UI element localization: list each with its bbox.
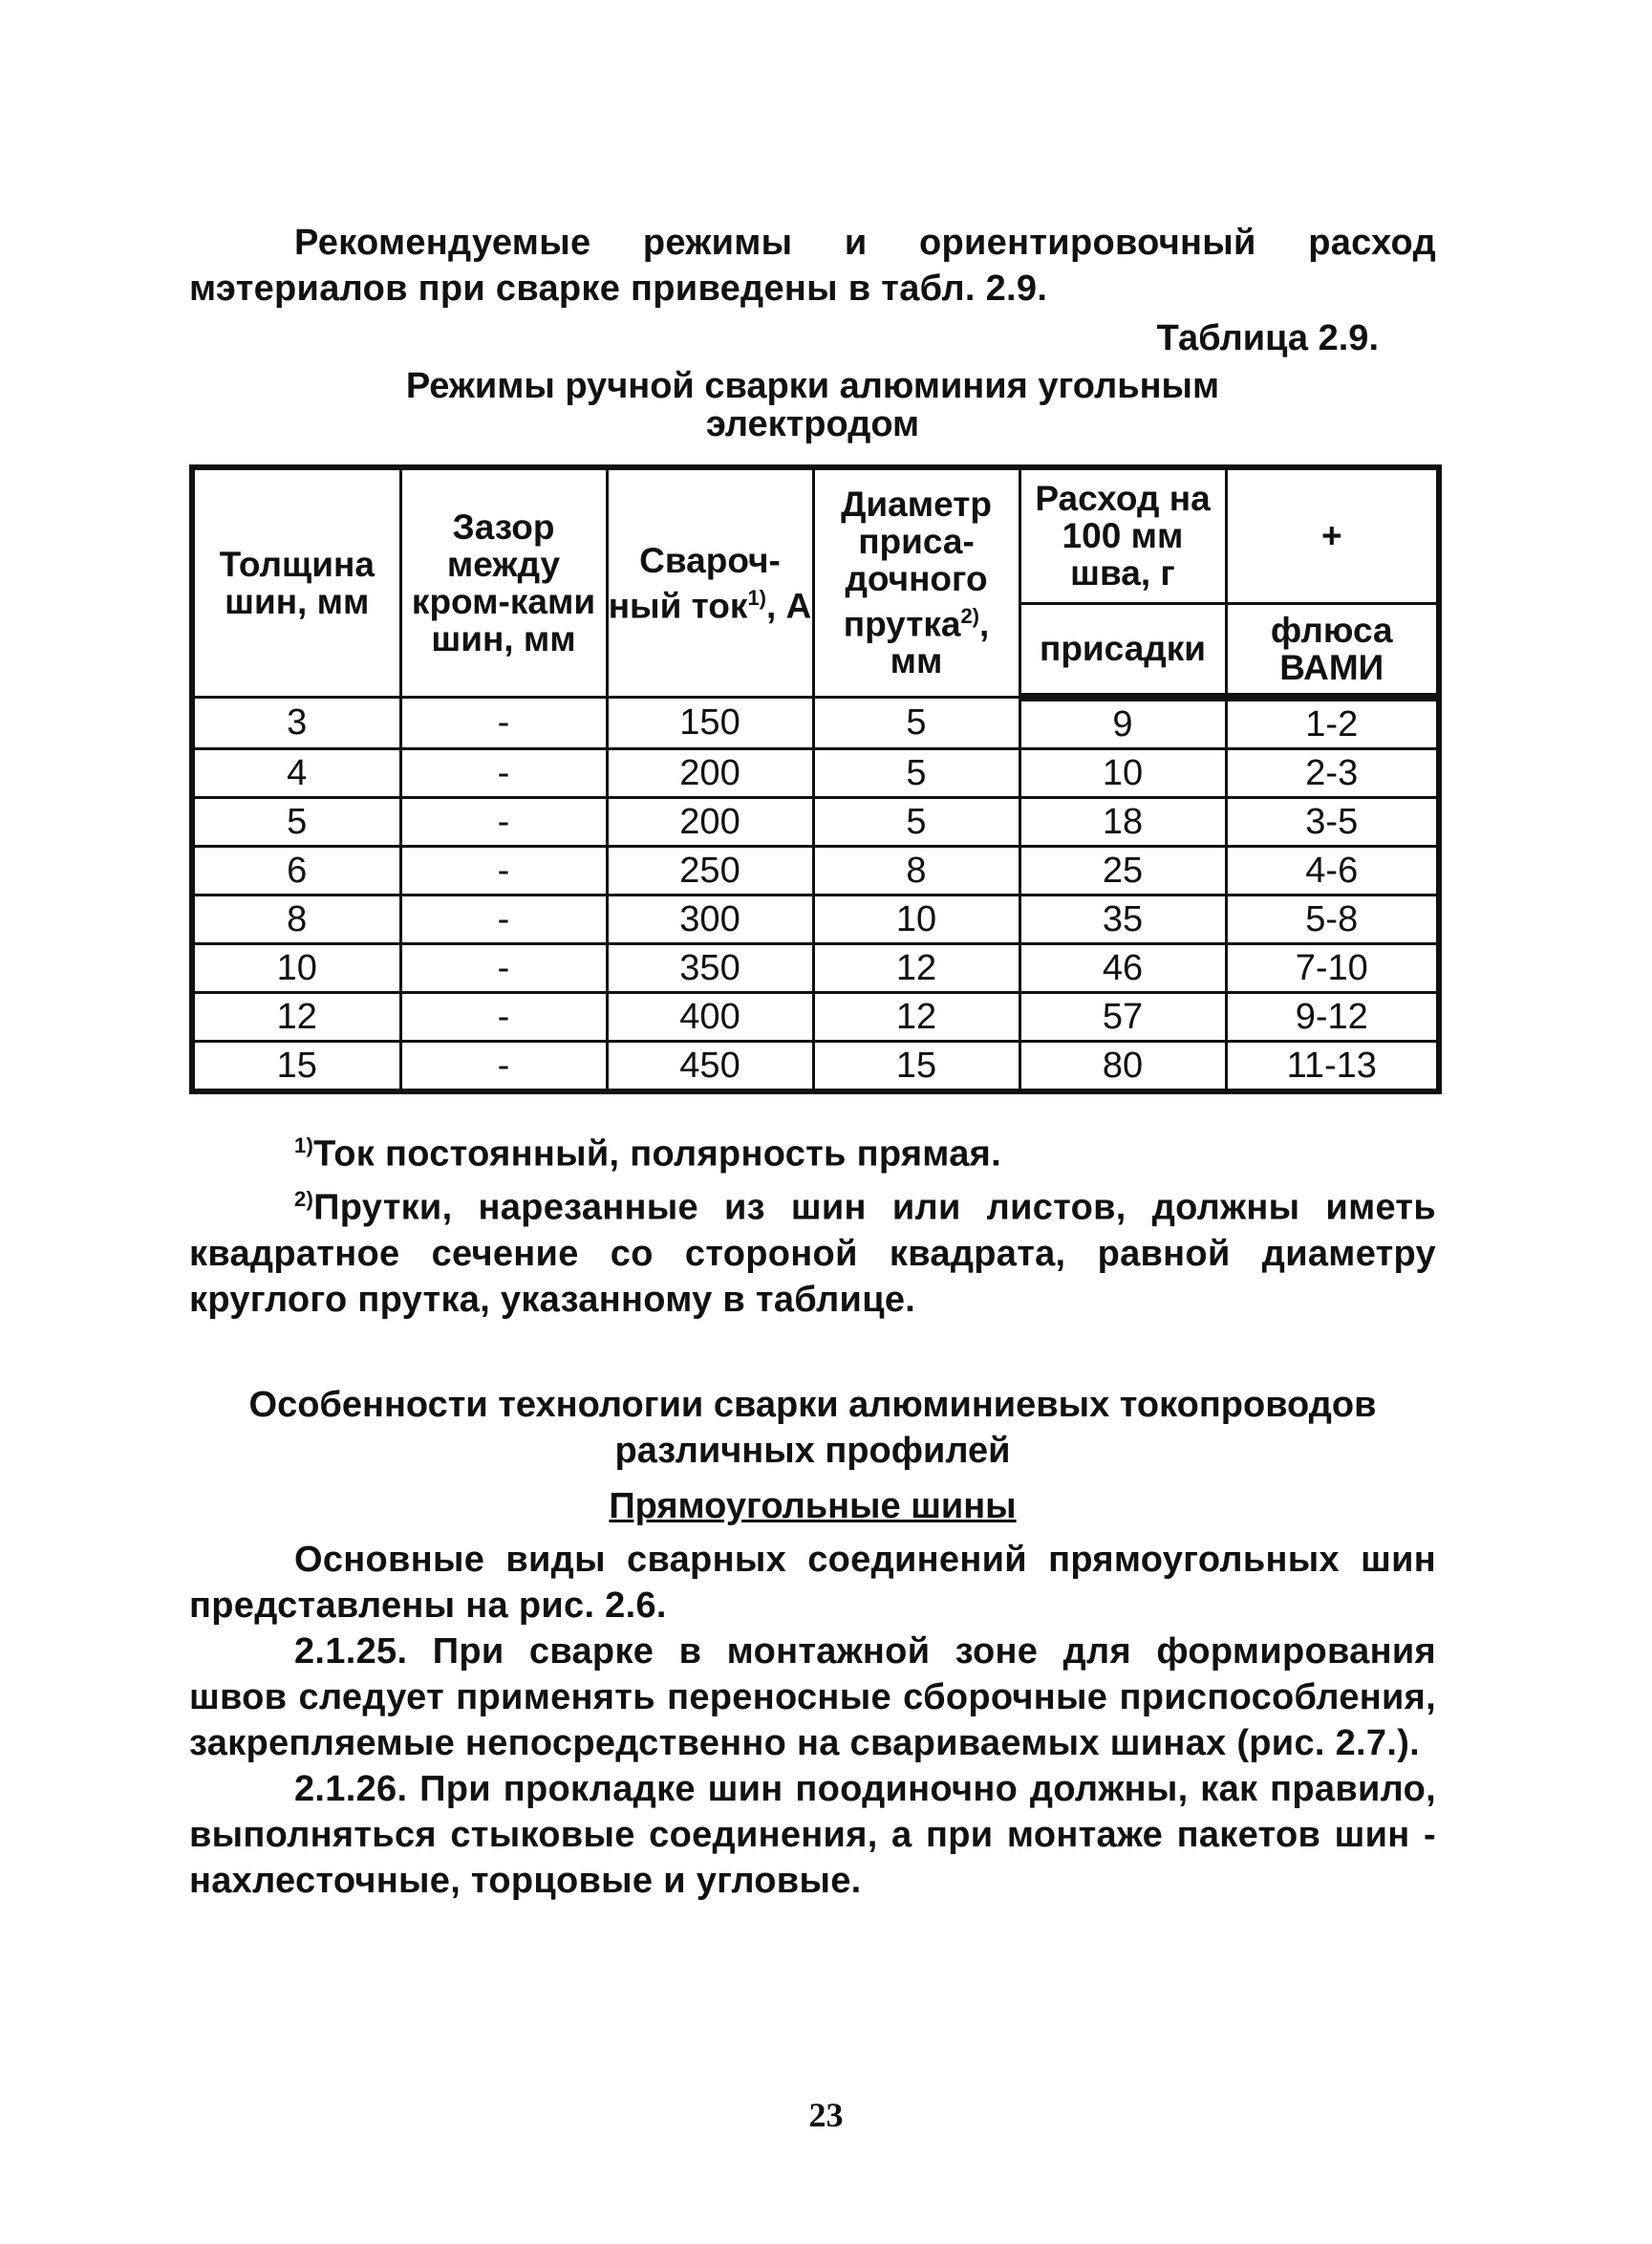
footnote-2 xyxy=(189,1176,1436,1323)
cell-thickness: 8 xyxy=(192,895,400,943)
cell-filler: 35 xyxy=(1019,895,1226,943)
cell-diameter: 5 xyxy=(813,697,1019,748)
cell-filler: 57 xyxy=(1019,992,1226,1041)
cell-current: 350 xyxy=(607,943,813,992)
footnote-mark-1: 1) xyxy=(747,585,766,610)
footnotes xyxy=(189,1123,1436,1323)
cell-flux: 3-5 xyxy=(1226,797,1439,846)
cell-thickness: 15 xyxy=(192,1041,400,1091)
cell-diameter: 12 xyxy=(813,992,1019,1041)
cell-current: 150 xyxy=(607,697,813,748)
table-row xyxy=(192,943,1439,992)
footnote-1-mark: 1) xyxy=(294,1133,314,1157)
paragraph-2-1-26: 2.1.26. При прокладке шин поодиночно должны, как правило, выполняться стыковые соединения, а при монтаже пакетов шин - нахлесточные, торцовые и угловые. xyxy=(189,1768,1436,1901)
cell-current: 450 xyxy=(607,1041,813,1091)
cell-gap: - xyxy=(400,1041,607,1091)
cell-current: 300 xyxy=(607,895,813,943)
cell-thickness: 10 xyxy=(192,943,400,992)
cell-thickness: 3 xyxy=(192,697,400,748)
cell-flux: 1-2 xyxy=(1226,697,1439,748)
document-page xyxy=(189,220,1436,1904)
cell-diameter: 12 xyxy=(813,943,1019,992)
table-row xyxy=(192,895,1439,943)
cell-current: 400 xyxy=(607,992,813,1041)
cell-filler: 46 xyxy=(1019,943,1226,992)
footnote-2-text: Прутки, нарезанные из шин или листов, должны иметь квадратное сечение со стороной квадрата, равной диаметру круглого прутка, указанному в таблице. xyxy=(189,1187,1436,1320)
cell-current: 200 xyxy=(607,748,813,797)
cell-diameter: 15 xyxy=(813,1041,1019,1091)
cell-flux: 4-6 xyxy=(1226,846,1439,895)
table-row xyxy=(192,992,1439,1041)
cell-filler: 9 xyxy=(1019,697,1226,748)
subsection-title: Прямоугольные шины xyxy=(609,1485,1017,1526)
welding-modes-table xyxy=(189,464,1442,1094)
paragraph-2-1-25: 2.1.25. При сварке в монтажной зоне для формирования швов следует применять переносные сборочные приспособления, закрепляемые непосредственно на свариваемых шинах (рис. 2.7.). xyxy=(189,1630,1436,1763)
footnote-1 xyxy=(189,1123,1436,1177)
cell-diameter: 5 xyxy=(813,748,1019,797)
table-row xyxy=(192,1041,1439,1091)
cell-flux: 7-10 xyxy=(1226,943,1439,992)
cell-thickness: 5 xyxy=(192,797,400,846)
cell-filler: 25 xyxy=(1019,846,1226,895)
section-title-line-2: различных профилей xyxy=(614,1430,1011,1471)
table-row xyxy=(192,846,1439,895)
cell-current: 200 xyxy=(607,797,813,846)
cell-diameter: 5 xyxy=(813,797,1019,846)
table-title-line-2: электродом xyxy=(705,404,920,444)
cell-filler: 80 xyxy=(1019,1041,1226,1091)
cell-flux: 2-3 xyxy=(1226,748,1439,797)
cell-flux: 5-8 xyxy=(1226,895,1439,943)
section-title xyxy=(189,1382,1436,1474)
header-thickness: Толщина шин, мм xyxy=(192,467,400,697)
table-row xyxy=(192,697,1439,748)
cell-gap: - xyxy=(400,992,607,1041)
header-filler: присадки xyxy=(1019,603,1226,697)
cell-thickness: 6 xyxy=(192,846,400,895)
header-current-unit: , А xyxy=(766,585,812,625)
paragraph-1: Основные виды сварных соединений прямоугольных шин представлены на рис. 2.6. xyxy=(189,1539,1436,1626)
cell-filler: 18 xyxy=(1019,797,1226,846)
cell-gap: - xyxy=(400,748,607,797)
table-row xyxy=(192,748,1439,797)
header-consumption: Расход на 100 мм шва, г xyxy=(1019,467,1226,603)
cell-filler: 10 xyxy=(1019,748,1226,797)
cell-thickness: 4 xyxy=(192,748,400,797)
table-body xyxy=(192,697,1439,1091)
table-number: Таблица 2.9. xyxy=(1156,318,1379,358)
cell-flux: 11-13 xyxy=(1226,1041,1439,1091)
header-diameter xyxy=(813,467,1019,697)
cell-current: 250 xyxy=(607,846,813,895)
footnote-mark-2: 2) xyxy=(960,604,979,629)
header-gap: Зазор между кром-ками шин, мм xyxy=(400,467,607,697)
cell-diameter: 10 xyxy=(813,895,1019,943)
table-title-line-1: Режимы ручной сварки алюминия угольным xyxy=(405,366,1220,406)
cell-gap: - xyxy=(400,846,607,895)
header-plus: + xyxy=(1226,467,1439,603)
cell-gap: - xyxy=(400,797,607,846)
intro-paragraph: Рекомендуемые режимы и ориентировочный расход мэтериалов при сварке приведены в табл. 2.9. xyxy=(189,223,1436,309)
section-title-line-1: Особенности технологии сварки алюминиевых токопроводов xyxy=(248,1384,1377,1425)
footnote-2-mark: 2) xyxy=(294,1187,314,1212)
table-row xyxy=(192,797,1439,846)
header-current-text: Свароч-ный ток xyxy=(608,540,781,625)
table-title xyxy=(189,367,1436,443)
page-number: 23 xyxy=(808,2096,844,2134)
cell-gap: - xyxy=(400,697,607,748)
header-flux: флюса ВАМИ xyxy=(1226,603,1439,697)
cell-flux: 9-12 xyxy=(1226,992,1439,1041)
cell-thickness: 12 xyxy=(192,992,400,1041)
cell-gap: - xyxy=(400,895,607,943)
header-diameter-unit: , мм xyxy=(890,604,990,681)
header-current xyxy=(607,467,813,697)
footnote-1-text: Ток постоянный, полярность прямая. xyxy=(313,1133,1001,1175)
header-diameter-text: Диаметр приса-дочного прутка xyxy=(841,485,992,644)
cell-gap: - xyxy=(400,943,607,992)
cell-diameter: 8 xyxy=(813,846,1019,895)
